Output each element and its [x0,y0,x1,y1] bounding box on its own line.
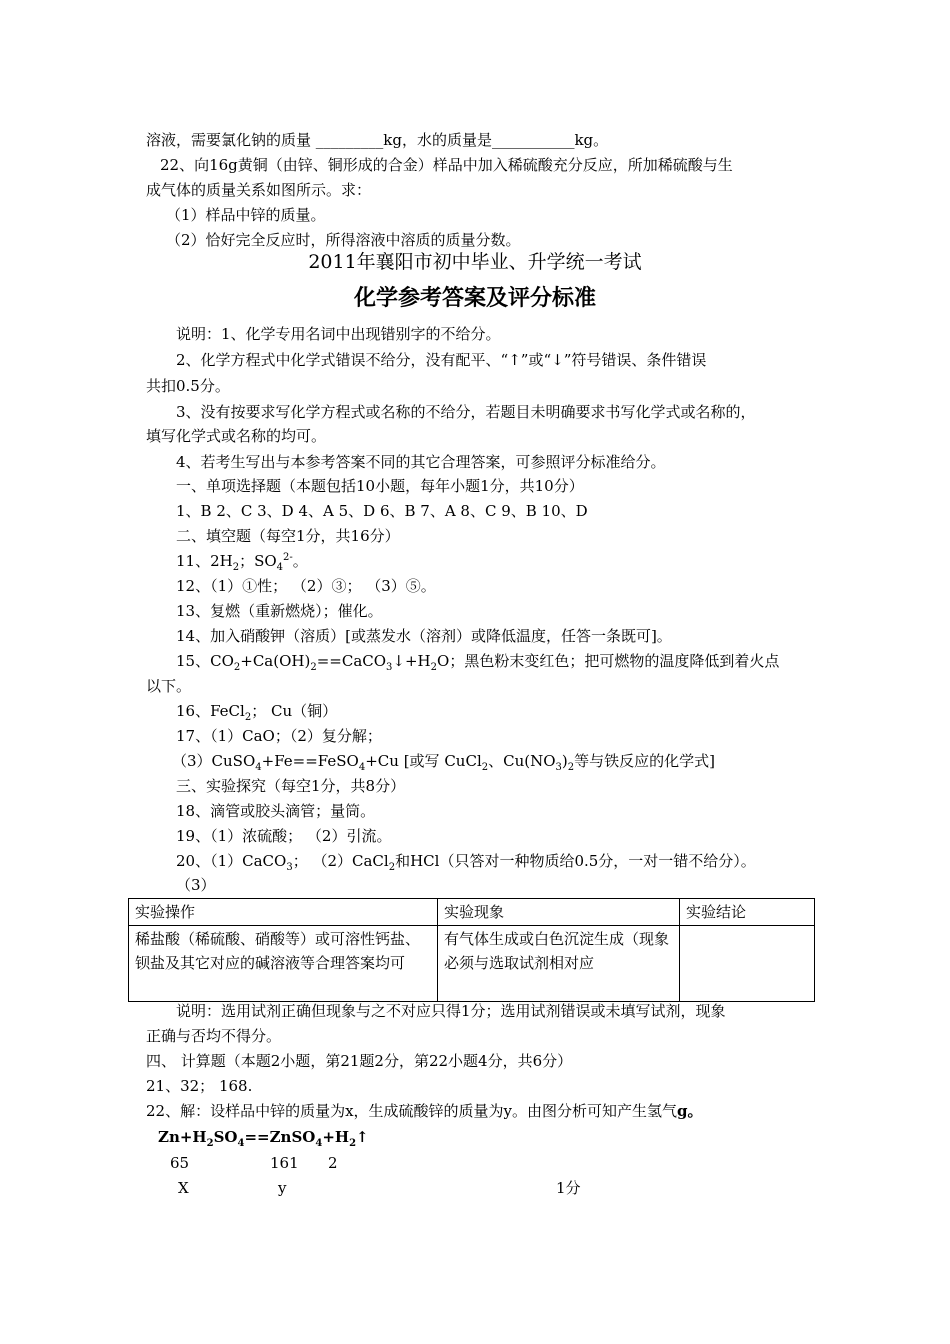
note: 说明：1、化学专用名词中出现错别字的不给分。 [176,325,501,343]
section-heading: 三、实验探究（每空1分，共8分） [176,777,406,795]
page-title: 2011年襄阳市初中毕业、升学统一考试 [308,251,642,273]
answer-18: 18、滴管或胶头滴管；量筒。 [176,802,376,820]
molar-mass: 65 [170,1154,190,1172]
answer-16: 16、FeCl$_2$； Cu（铜） [176,702,338,723]
note: 4、若考生写出与本参考答案不同的其它合理答案，可参照评分标准给分。 [176,453,666,471]
section-heading: 一、单项选择题（本题包括10小题，每年小题1分，共10分） [176,477,584,495]
note: 3、没有按要求写化学方程式或名称的不给分，若题目未明确要求书写化学式或名称的， [176,403,756,421]
molar-mass: 2 [328,1154,338,1172]
answer-line: 1、B 2、C 3、D 4、A 5、D 6、B 7、A 8、C 9、B 10、D [176,502,588,520]
question-22: 22、向16g黄铜（由锌、铜形成的合金）样品中加入稀硫酸充分反应，所加稀硫酸与生 [160,156,733,174]
answer-22: 22、解：设样品中锌的质量为x，生成硫酸锌的质量为y。由图分析可知产生氢气g。 [146,1102,703,1120]
answer-12: 12、（1）①性； （2）③； （3）⑤。 [176,577,436,595]
answer-13: 13、复燃（重新燃烧）；催化。 [176,602,383,620]
answer-14: 14、加入硝酸钾（溶质）[或蒸发水（溶剂）或降低温度，任答一条既可]。 [176,627,672,645]
page-subtitle: 化学参考答案及评分标准 [353,286,596,311]
molar-mass: 161 [270,1154,299,1172]
table-header: 实验现象 [438,899,680,926]
experiment-table [128,898,815,1002]
answer-21: 21、32； 168. [146,1077,253,1095]
answer-15-cont: 以下。 [146,677,192,695]
text-line: 成气体的质量关系如图所示。求： [146,181,372,199]
answer-20-3: （3） [176,876,216,894]
answer-17: 17、（1）CaO；（2）复分解； [176,727,382,745]
table-header: 实验结论 [680,899,815,926]
section-heading: 四、 计算题（本题2小题，第21题2分，第22小题4分，共6分） [146,1052,573,1070]
table-cell: 有气体生成或白色沉淀生成（现象必须与选取试剂相对应 [438,926,680,1002]
table-row [129,926,815,1002]
variable: y [278,1179,287,1197]
note: 2、化学方程式中化学式错误不给分，没有配平、“↑”或“↓”符号错误、条件错误 [176,351,707,369]
note: 填写化学式或名称的均可。 [146,427,327,445]
section-heading: 二、填空题（每空1分，共16分） [176,527,400,545]
chemical-equation: $Zn+H_2SO_4==ZnSO_4+H_2↑$ [158,1128,369,1149]
note: 共扣0.5分。 [146,377,230,395]
text-line: 溶液，需要氯化钠的质量 _________kg，水的质量是___________kg。 [146,131,609,149]
answer-20: 20、（1）CaCO$_3$； （2）CaCl$_2$和HCl（只答对一种物质给0.5分，一对一错不给分）。 [176,852,756,873]
text-line: （1）样品中锌的质量。 [166,206,326,224]
score: 1分 [556,1179,581,1197]
answer-19: 19、（1）浓硫酸； （2）引流。 [176,827,392,845]
answer-11: 11、$2H_2$；$SO_4^{2-}$。 [176,552,308,573]
answer-15: 15、$CO_2+Ca(OH)_2==CaCO_3↓+H_2O$；黑色粉末变红色；把可燃物的温度降低到着火点 [176,652,780,673]
table-cell [680,926,815,1002]
table-header-row [129,899,815,926]
text-line: （2）恰好完全反应时，所得溶液中溶质的质量分数。 [166,231,521,249]
note: 正确与否均不得分。 [146,1027,282,1045]
answer-17-3: （3）CuSO$_4$+Fe==FeSO$_4$+Cu [或写 CuCl$_2$、$Cu(NO_3)_2$等与铁反应的化学式] [172,752,716,773]
variable: X [178,1179,189,1197]
table-header: 实验操作 [129,899,438,926]
table-cell: 稀盐酸（稀硫酸、硝酸等）或可溶性钙盐、钡盐及其它对应的碱溶液等合理答案均可 [129,926,438,1002]
note: 说明：选用试剂正确但现象与之不对应只得1分；选用试剂错误或未填写试剂，现象 [176,1002,726,1020]
